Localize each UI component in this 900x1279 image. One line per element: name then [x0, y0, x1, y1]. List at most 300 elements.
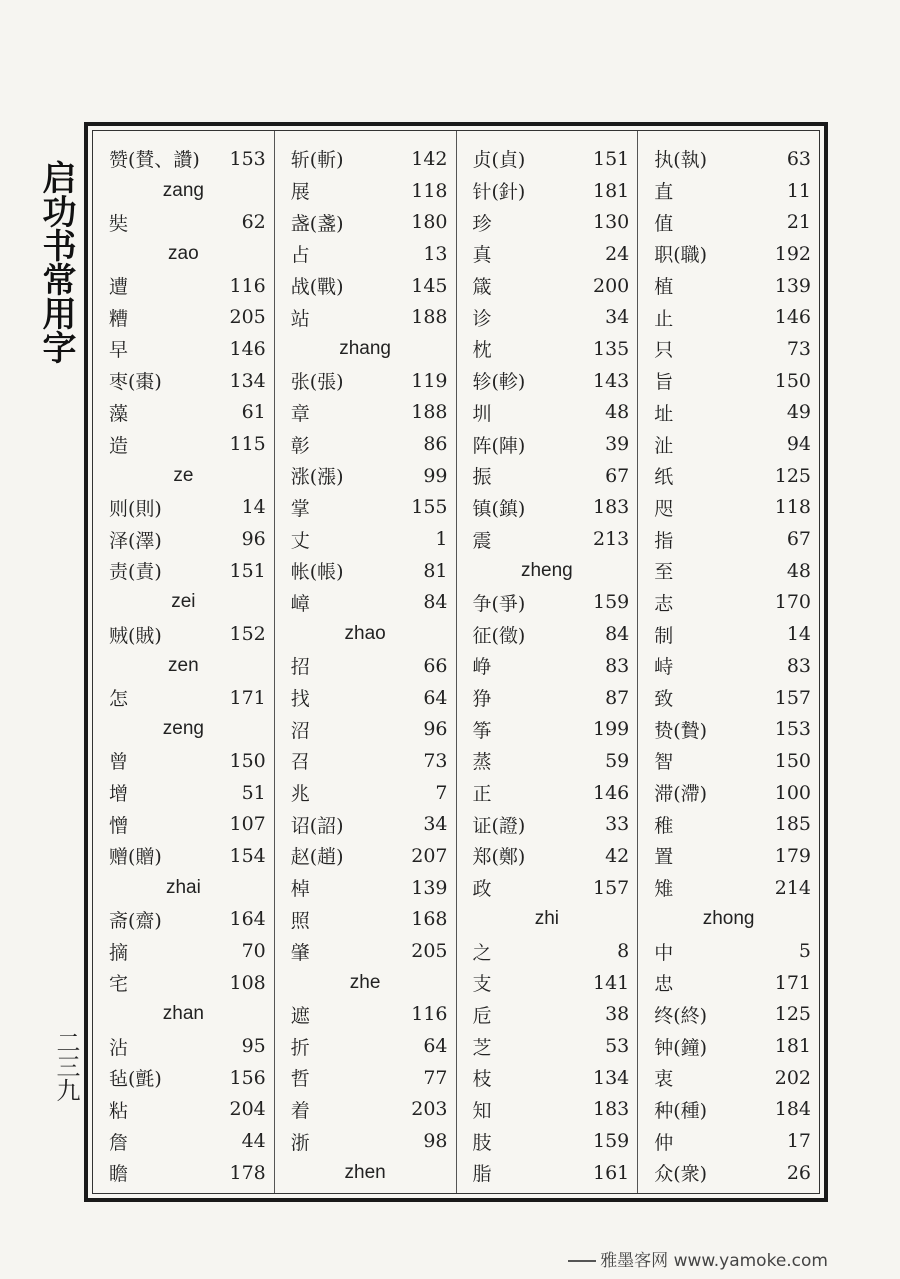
- entry-page-number: 115: [229, 433, 266, 456]
- index-entry: [638, 270, 819, 302]
- entry-page-number: 39: [605, 433, 630, 456]
- entry-page-number: 154: [229, 844, 266, 867]
- index-entry: [457, 397, 638, 429]
- entry-character: 郑(鄭): [472, 846, 526, 869]
- entry-character: 狰: [472, 688, 492, 711]
- entry-character: 斋(齋): [109, 909, 162, 932]
- entry-page-number: 153: [774, 718, 811, 741]
- entry-page-number: 192: [774, 242, 811, 265]
- index-entry: [638, 745, 819, 777]
- entry-character: 中: [654, 941, 674, 964]
- pinyin-heading: zheng: [520, 559, 573, 581]
- index-entry: [93, 904, 274, 936]
- entry-character: 种(種): [654, 1099, 708, 1122]
- entry-character: 摘: [109, 941, 129, 964]
- index-entry: [457, 587, 638, 619]
- entry-character: 钟(鐘): [654, 1036, 708, 1059]
- index-entry: [457, 1125, 638, 1157]
- entry-page-number: 96: [423, 718, 448, 741]
- entry-character: 征(徵): [472, 624, 526, 647]
- index-column-2: [275, 131, 457, 1193]
- entry-character: 轸(軫): [472, 371, 526, 394]
- entry-character: 藻: [109, 402, 129, 425]
- entry-page-number: 48: [605, 401, 630, 424]
- entry-page-number: 83: [605, 654, 630, 677]
- index-entry: [93, 1157, 274, 1189]
- entry-page-number: 66: [423, 654, 448, 677]
- entry-character: 涨(漲): [290, 466, 344, 489]
- entry-page-number: 116: [229, 274, 266, 297]
- entry-page-number: 139: [411, 876, 448, 899]
- entry-character: 证(證): [472, 814, 526, 837]
- entry-character: 肢: [472, 1131, 492, 1154]
- entry-character: 占: [290, 244, 310, 267]
- entry-character: 圳: [472, 402, 492, 425]
- index-entry: [638, 1094, 819, 1126]
- index-entry: [638, 1125, 819, 1157]
- entry-page-number: 84: [423, 591, 448, 614]
- entry-character: 浙: [290, 1131, 310, 1154]
- entry-character: 之: [472, 941, 492, 964]
- entry-page-number: 179: [774, 844, 811, 867]
- entry-page-number: 63: [786, 147, 811, 170]
- entry-character: 箴: [472, 276, 492, 299]
- index-entry: [275, 808, 456, 840]
- entry-page-number: 199: [592, 718, 630, 741]
- index-entry: [93, 967, 274, 999]
- index-column-1: [93, 131, 275, 1193]
- index-entry: [457, 460, 638, 492]
- entry-page-number: 171: [229, 686, 266, 709]
- index-entry: [275, 587, 456, 619]
- entry-page-number: 204: [229, 1098, 266, 1121]
- pinyin-heading: zhao: [344, 623, 386, 645]
- watermark-dash: [568, 1260, 596, 1262]
- index-entry: [275, 1094, 456, 1126]
- index-entry: [275, 999, 456, 1031]
- entry-page-number: 171: [774, 971, 811, 994]
- index-table-frame: [84, 122, 828, 1202]
- entry-page-number: 142: [411, 147, 448, 170]
- entry-page-number: 159: [592, 1130, 630, 1153]
- index-entry: [93, 1125, 274, 1157]
- entry-character: 振: [472, 466, 492, 489]
- index-entry: [638, 428, 819, 460]
- entry-page-number: 153: [229, 147, 266, 170]
- index-entry: [457, 428, 638, 460]
- index-entry: [93, 270, 274, 302]
- index-entry: [457, 872, 638, 904]
- entry-page-number: 200: [592, 274, 630, 297]
- index-entry: [275, 301, 456, 333]
- entry-character: 遮: [290, 1004, 310, 1027]
- index-entry: [93, 365, 274, 397]
- entry-character: 枕: [472, 339, 492, 362]
- entry-page-number: 11: [786, 179, 811, 202]
- index-entry: [638, 935, 819, 967]
- entry-character: 嶂: [290, 592, 310, 615]
- index-entry: [457, 1030, 638, 1062]
- entry-page-number: 118: [411, 179, 448, 202]
- entry-page-number: 164: [229, 908, 266, 931]
- entry-character: 招: [290, 656, 310, 679]
- entry-page-number: 159: [592, 591, 630, 614]
- index-entry: [93, 935, 274, 967]
- entry-character: 曾: [109, 751, 129, 774]
- index-entry: [93, 143, 274, 175]
- index-entry: [638, 777, 819, 809]
- index-entry: [638, 492, 819, 524]
- entry-character: 值: [654, 212, 674, 235]
- entry-character: 震: [472, 529, 492, 552]
- index-entry: [275, 682, 456, 714]
- entry-character: 诏(詔): [290, 814, 344, 837]
- entry-character: 镇(鎮): [472, 497, 526, 520]
- index-entry: [638, 999, 819, 1031]
- index-entry: [275, 872, 456, 904]
- pinyin-heading: zhai: [165, 876, 201, 898]
- entry-character: 纸: [654, 466, 674, 489]
- index-entry: [638, 523, 819, 555]
- index-entry: [457, 745, 638, 777]
- entry-page-number: 125: [774, 1003, 811, 1026]
- index-entry: [275, 555, 456, 587]
- index-entry: [457, 143, 638, 175]
- entry-page-number: 135: [592, 337, 630, 360]
- entry-character: 瞻: [109, 1163, 129, 1186]
- entry-page-number: 178: [229, 1161, 266, 1184]
- index-entry: [457, 1062, 638, 1094]
- watermark: [568, 1246, 828, 1271]
- entry-page-number: 70: [241, 940, 266, 963]
- entry-character: 糟: [109, 307, 129, 330]
- index-entry: [275, 523, 456, 555]
- index-entry: [93, 333, 274, 365]
- pinyin-heading: zei: [171, 591, 196, 613]
- index-entry: [638, 1157, 819, 1189]
- index-entry: [275, 460, 456, 492]
- index-entry: [638, 397, 819, 429]
- entry-page-number: 96: [241, 528, 266, 551]
- index-entry: [275, 1030, 456, 1062]
- entry-character: 稚: [654, 814, 674, 837]
- pinyin-heading: zhen: [344, 1161, 386, 1183]
- entry-character: 张(張): [290, 371, 344, 394]
- entry-page-number: 34: [605, 306, 630, 329]
- index-entry: [457, 333, 638, 365]
- index-entry: [638, 650, 819, 682]
- entry-character: 肇: [290, 941, 310, 964]
- entry-page-number: 13: [423, 242, 448, 265]
- entry-character: 职(職): [654, 244, 708, 267]
- entry-character: 峙: [654, 656, 674, 679]
- index-entry: [457, 492, 638, 524]
- index-entry: [93, 1030, 274, 1062]
- entry-character: 致: [654, 688, 674, 711]
- entry-character: 詹: [109, 1131, 129, 1154]
- entry-page-number: 170: [774, 591, 811, 614]
- entry-page-number: 14: [786, 623, 811, 646]
- page-number: 二三九: [52, 1030, 80, 1102]
- entry-character: 正: [472, 783, 492, 806]
- entry-character: 哲: [290, 1068, 310, 1091]
- entry-page-number: 67: [605, 464, 630, 487]
- index-entry: [638, 1030, 819, 1062]
- index-entry: [638, 587, 819, 619]
- entry-page-number: 83: [786, 654, 811, 677]
- index-entry: [457, 238, 638, 270]
- entry-character: 枣(棗): [109, 371, 162, 394]
- entry-character: 置: [654, 846, 674, 869]
- entry-character: 执(執): [654, 149, 708, 172]
- index-column-4: [638, 131, 819, 1193]
- index-table: [92, 130, 820, 1194]
- index-entry: [275, 270, 456, 302]
- entry-page-number: 152: [229, 623, 266, 646]
- entry-character: 战(戰): [290, 276, 344, 299]
- index-entry: [93, 397, 274, 429]
- entry-page-number: 59: [605, 749, 630, 772]
- entry-page-number: 205: [229, 306, 266, 329]
- entry-character: 彰: [290, 434, 310, 457]
- entry-page-number: 14: [241, 496, 266, 519]
- index-entry: [275, 650, 456, 682]
- entry-page-number: 183: [592, 496, 630, 519]
- index-entry: [638, 460, 819, 492]
- entry-page-number: 207: [411, 844, 448, 867]
- entry-page-number: 161: [592, 1161, 630, 1184]
- entry-character: 展: [290, 181, 310, 204]
- entry-page-number: 157: [592, 876, 630, 899]
- index-entry: [275, 840, 456, 872]
- entry-page-number: 108: [229, 971, 266, 994]
- index-entry: [275, 206, 456, 238]
- index-entry: [93, 1094, 274, 1126]
- entry-page-number: 34: [423, 813, 448, 836]
- index-entry: [275, 935, 456, 967]
- entry-page-number: 98: [423, 1130, 448, 1153]
- index-entry: [638, 555, 819, 587]
- index-entry: [638, 967, 819, 999]
- index-entry: [638, 206, 819, 238]
- entry-character: 盏(盞): [290, 212, 344, 235]
- entry-character: 仲: [654, 1131, 674, 1154]
- entry-page-number: 183: [592, 1098, 630, 1121]
- index-entry: [457, 365, 638, 397]
- index-entry: [638, 365, 819, 397]
- index-entry: [93, 301, 274, 333]
- entry-character: 政: [472, 878, 492, 901]
- index-entry: [93, 808, 274, 840]
- entry-character: 增: [109, 783, 129, 806]
- index-entry: [275, 365, 456, 397]
- entry-character: 针(針): [472, 181, 526, 204]
- entry-page-number: 116: [411, 1003, 448, 1026]
- pinyin-heading: zang: [162, 179, 204, 201]
- entry-page-number: 7: [435, 781, 448, 804]
- entry-character: 旨: [654, 371, 674, 394]
- index-entry: [638, 175, 819, 207]
- entry-page-number: 185: [774, 813, 811, 836]
- entry-character: 折: [290, 1036, 310, 1059]
- entry-page-number: 24: [605, 242, 630, 265]
- entry-page-number: 150: [229, 749, 266, 772]
- index-entry: [275, 777, 456, 809]
- entry-character: 脂: [472, 1163, 492, 1186]
- entry-character: 终(終): [654, 1004, 708, 1027]
- entry-page-number: 134: [592, 1066, 630, 1089]
- entry-page-number: 84: [605, 623, 630, 646]
- pinyin-heading: zhan: [162, 1003, 204, 1025]
- side-title: 启功书常用字: [36, 160, 76, 364]
- index-entry: [457, 713, 638, 745]
- entry-character: 址: [654, 402, 674, 425]
- entry-character: 珍: [472, 212, 492, 235]
- entry-character: 站: [290, 307, 310, 330]
- index-entry: [638, 238, 819, 270]
- index-entry: [275, 1062, 456, 1094]
- entry-character: 忠: [654, 973, 674, 996]
- entry-page-number: 1: [435, 528, 448, 551]
- entry-page-number: 150: [774, 369, 811, 392]
- entry-page-number: 145: [411, 274, 448, 297]
- entry-character: 粘: [109, 1099, 129, 1122]
- entry-character: 支: [472, 973, 492, 996]
- entry-page-number: 184: [774, 1098, 811, 1121]
- index-entry: [275, 397, 456, 429]
- index-entry: [93, 492, 274, 524]
- index-entry: [457, 175, 638, 207]
- entry-character: 止: [654, 307, 674, 330]
- entry-character: 智: [654, 751, 674, 774]
- entry-character: 筝: [472, 719, 492, 742]
- entry-page-number: 168: [411, 908, 448, 931]
- index-entry: [275, 238, 456, 270]
- index-entry: [457, 1094, 638, 1126]
- entry-character: 沾: [109, 1036, 129, 1059]
- entry-page-number: 146: [592, 781, 630, 804]
- entry-page-number: 44: [241, 1130, 266, 1153]
- index-entry: [457, 301, 638, 333]
- index-entry: [638, 301, 819, 333]
- pinyin-heading: zeng: [162, 718, 204, 740]
- entry-page-number: 61: [241, 401, 266, 424]
- entry-character: 沚: [654, 434, 674, 457]
- entry-character: 沼: [290, 719, 310, 742]
- entry-page-number: 62: [241, 211, 266, 234]
- pinyin-heading: zhang: [339, 337, 392, 359]
- index-entry: [93, 745, 274, 777]
- entry-page-number: 94: [786, 433, 811, 456]
- entry-character: 枝: [472, 1068, 492, 1091]
- index-column-3: [457, 131, 639, 1193]
- entry-character: 则(則): [109, 497, 162, 520]
- entry-character: 指: [654, 529, 674, 552]
- entry-character: 志: [654, 592, 674, 615]
- entry-page-number: 181: [774, 1035, 811, 1058]
- entry-character: 滞(滯): [654, 783, 708, 806]
- entry-page-number: 5: [798, 940, 811, 963]
- entry-character: 赵(趙): [290, 846, 344, 869]
- entry-character: 贼(賊): [109, 624, 162, 647]
- entry-character: 贞(貞): [472, 149, 526, 172]
- entry-page-number: 157: [774, 686, 811, 709]
- entry-character: 造: [109, 434, 129, 457]
- entry-character: 知: [472, 1099, 492, 1122]
- entry-character: 咫: [654, 497, 674, 520]
- entry-page-number: 213: [592, 528, 630, 551]
- entry-page-number: 146: [774, 306, 811, 329]
- index-entry: [638, 713, 819, 745]
- index-entry: [457, 1157, 638, 1189]
- entry-page-number: 107: [229, 813, 266, 836]
- entry-page-number: 119: [411, 369, 448, 392]
- index-entry: [457, 777, 638, 809]
- index-entry: [93, 206, 274, 238]
- index-entry: [457, 270, 638, 302]
- entry-page-number: 38: [605, 1003, 630, 1026]
- entry-page-number: 130: [592, 211, 630, 234]
- entry-page-number: 26: [786, 1161, 811, 1184]
- entry-character: 至: [654, 561, 674, 584]
- entry-character: 毡(氈): [109, 1068, 162, 1091]
- entry-page-number: 125: [774, 464, 811, 487]
- index-entry: [275, 175, 456, 207]
- index-entry: [457, 840, 638, 872]
- entry-page-number: 188: [411, 401, 448, 424]
- entry-character: 着: [290, 1099, 310, 1122]
- entry-character: 憎: [109, 814, 129, 837]
- entry-character: 峥: [472, 656, 492, 679]
- index-entry: [275, 143, 456, 175]
- entry-page-number: 51: [241, 781, 266, 804]
- entry-page-number: 146: [229, 337, 266, 360]
- entry-character: 蒸: [472, 751, 492, 774]
- entry-character: 卮: [472, 1004, 492, 1027]
- index-entry: [638, 808, 819, 840]
- pinyin-heading: zhi: [534, 908, 560, 930]
- entry-character: 遭: [109, 276, 129, 299]
- entry-page-number: 81: [423, 559, 448, 582]
- entry-character: 赠(贈): [109, 846, 162, 869]
- entry-character: 直: [654, 181, 674, 204]
- entry-page-number: 53: [605, 1035, 630, 1058]
- entry-page-number: 205: [411, 940, 448, 963]
- entry-character: 雉: [654, 878, 674, 901]
- entry-character: 争(爭): [472, 592, 526, 615]
- entry-page-number: 150: [774, 749, 811, 772]
- index-entry: [275, 713, 456, 745]
- entry-character: 植: [654, 276, 674, 299]
- index-entry: [275, 428, 456, 460]
- entry-character: 众(衆): [654, 1163, 708, 1186]
- entry-page-number: 64: [423, 1035, 448, 1058]
- index-entry: [457, 650, 638, 682]
- entry-character: 棹: [290, 878, 310, 901]
- index-entry: [638, 840, 819, 872]
- index-entry: [638, 682, 819, 714]
- entry-page-number: 73: [786, 337, 811, 360]
- entry-page-number: 151: [592, 147, 630, 170]
- entry-page-number: 141: [592, 971, 630, 994]
- entry-page-number: 100: [774, 781, 811, 804]
- entry-character: 真: [472, 244, 492, 267]
- entry-page-number: 86: [423, 433, 448, 456]
- pinyin-heading: zhong: [702, 908, 755, 930]
- index-entry: [93, 618, 274, 650]
- entry-page-number: 8: [617, 940, 630, 963]
- entry-character: 衷: [654, 1068, 674, 1091]
